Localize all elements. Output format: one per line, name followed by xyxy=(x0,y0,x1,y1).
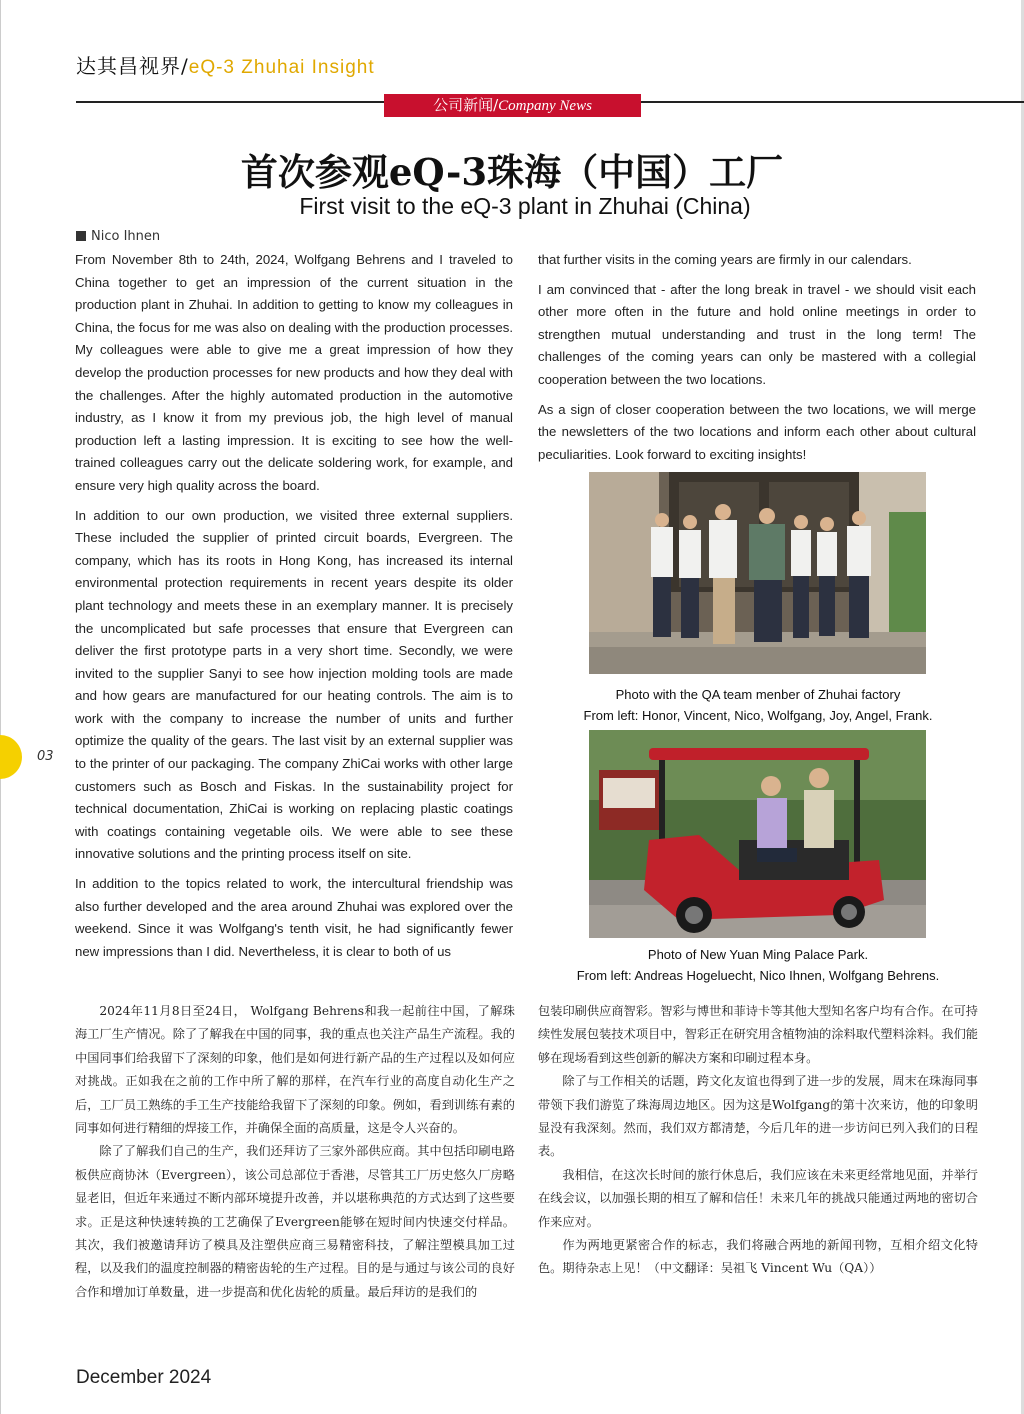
article-paragraph: As a sign of closer cooperation between the two locations, we will merge the newsletters of the two locations and inform each other about cultural peculiarities. Look forward to exciting insights! xyxy=(538,401,976,462)
article-paragraph-cn: 作为两地更紧密合作的标志，我们将融合两地的新闻刊物，互相介绍文化特色。期待杂志上见！（中文翻译：吴祖飞 Vincent Wu（QA）） xyxy=(538,1238,978,1276)
masthead-en: eQ-3 Zhuhai Insight xyxy=(188,57,375,78)
author-name: Nico Ihnen xyxy=(91,229,161,244)
article-paragraph: From November 8th to 24th, 2024, Wolfgang Behrens and I traveled to China together to get an impression of the current situation in the production plant in Zhuhai. In addition to getting to know my colleagues in China, the focus for me was also on dealing with the production processes. My colleagues were able to give me a great impression of how they develop the production processes for new products and how they deal with the challenges. After the highly automated production in the automotive industry, as I know it from my previous job, the high level of manual production left a lasting impression. It is exciting to see how the well-trained colleagues carry out the delicate soldering work, for example, and ensure very high quality across the board. xyxy=(75,252,513,493)
masthead-separator: / xyxy=(181,54,189,78)
article-en-left-column xyxy=(75,249,513,970)
caption-title: Photo with the QA team menber of Zhuhai factory xyxy=(615,687,901,702)
section-tag-en: Company News xyxy=(498,98,592,114)
photo-caption-2 xyxy=(538,944,978,986)
masthead xyxy=(76,50,375,79)
caption-title: Photo of New Yuan Ming Palace Park. xyxy=(647,947,869,962)
article-paragraph: that further visits in the coming years are firmly in our calendars. xyxy=(538,252,912,267)
caption-names: From left: Honor, Vincent, Nico, Wolfgang, Joy, Angel, Frank. xyxy=(583,708,933,723)
article-paragraph-cn: 2024年11月8日至24日， Wolfgang Behrens和我一起前往中国，了解珠海工厂生产情况。除了了解我在中国的同事，我的重点也关注产品生产流程。我的中国同事们给我留下了深刻的印象，他们是如何进行新产品的生产过程以及如何应对挑战。正如我在之前的工作中所了解的那样，在汽车行业的高度自动化生产之后，工厂员工熟练的手工生产技能给我留下了深刻的印象。例如，看到训练有素的同事如何进行精细的焊接工作，并确保全面的高质量，这是令人兴奋的。 xyxy=(75,1004,515,1136)
article-paragraph: In addition to the topics related to work, the intercultural friendship was also further developed and the area around Zhuhai was explored over the weekend. Since it was Wolfgang's tenth visit, he had significantly fewer new impressions than I did. Nevertheless, it is clear to both of us xyxy=(75,876,513,959)
page-number: 03 xyxy=(37,749,54,764)
photo-park xyxy=(589,730,926,938)
section-tag-cn: 公司新闻 xyxy=(433,96,494,114)
article-paragraph: I am convinced that - after the long break in travel - we should visit each other more often in the future and hold online meetings in order to strengthen mutual understanding and trust in the long term! The challenges of the coming years can only be mastered with a collegial cooperation between the two locations. xyxy=(538,281,976,387)
masthead-cn: 达其昌视界 xyxy=(76,54,181,78)
article-paragraph-cn: 我相信，在这次长时间的旅行休息后，我们应该在未来更经常地见面，并举行在线会议，以加强长期的相互了解和信任！未来几年的挑战只能通过两地的密切合作来应对。 xyxy=(538,1167,978,1229)
photo-caption-1 xyxy=(538,684,978,726)
group-photo-image xyxy=(589,472,926,674)
section-tag xyxy=(384,94,641,117)
footer-date: December 2024 xyxy=(76,1367,212,1388)
article-cn-left-column xyxy=(75,1000,515,1304)
article-paragraph-cn: 除了与工作相关的话题，跨文化友谊也得到了进一步的发展，周末在珠海同事带领下我们游览了珠海周边地区。因为这是Wolfgang的第十次来访，他的印象明显没有我深刻。然而，我们双方都清楚，今后几年的进一步访问已列入我们的日程表。 xyxy=(538,1074,978,1159)
article-title-en: First visit to the eQ-3 plant in Zhuhai (China) xyxy=(299,193,751,219)
bullet-square-icon xyxy=(76,231,86,241)
article-paragraph-cn: 除了了解我们自己的生产，我们还拜访了三家外部供应商。其中包括印刷电路板供应商协沐（Evergreen），该公司总部位于香港，尽管其工厂历史悠久厂房略显老旧，但近年来通过不断内部环境提升改善，并以堪称典范的方式达到了这些要求。正是这种快速转换的工艺确保了Evergreen能够在短时间内快速交付样品。其次，我们被邀请拜访了模具及注塑供应商三易精密科技，了解注塑模具加工过程，以及我们的温度控制器的精密齿轮的生产过程。目的是与通过与该公司的良好合作和增加订单数量，进一步提高和优化齿轮的质量。最后拜访的是我们的 xyxy=(75,1144,515,1299)
photo-qa-team xyxy=(589,472,926,674)
caption-names: From left: Andreas Hogeluecht, Nico Ihnen, Wolfgang Behrens. xyxy=(576,968,940,983)
byline xyxy=(76,229,160,244)
section-tag-separator: / xyxy=(493,96,499,114)
article-paragraph: In addition to our own production, we visited three external suppliers. These included the supplier of printed circuit boards, Evergreen. The company, which has its roots in Hong Kong, has increased its internal environmental protection requirements in recent years despite its older plant technology and meets these in an exemplary manner. It is precisely the uncomplicated but safe processes that ensure that Evergreen can deliver the first prototype parts in a very short time. Secondly, we were invited to the supplier Sanyi to see how injection molding tools are made and how gears are manufactured for our heating controls. The aim is to work with the company to increase the number of units and further optimize the quality of the gears. The last visit by an external supplier was to the printer of our packaging. The company ZhiCai works with other large customers such as Bosch and Fiskas. In the sustainability project for technical documentation, ZhiCai is working on replacing plastic coatings with coatings containing vegetable oils. We were able to see these innovative solutions and the printing process itself on site. xyxy=(75,507,513,862)
park-photo-image xyxy=(589,730,926,938)
article-title-cn: 首次参观eQ-3珠海（中国）工厂 xyxy=(240,150,784,194)
article-en-right-column xyxy=(538,249,976,473)
article-paragraph-cn: 包装印刷供应商智彩。智彩与博世和菲诗卡等其他大型知名客户均有合作。在可持续性发展包装技术项目中，智彩正在研究用含植物油的涂料取代塑料涂料。我们能够在现场看到这些创新的解决方案和印刷过程本身。 xyxy=(538,1004,978,1065)
article-cn-right-column xyxy=(538,1000,978,1281)
page-tab-marker xyxy=(0,735,22,779)
